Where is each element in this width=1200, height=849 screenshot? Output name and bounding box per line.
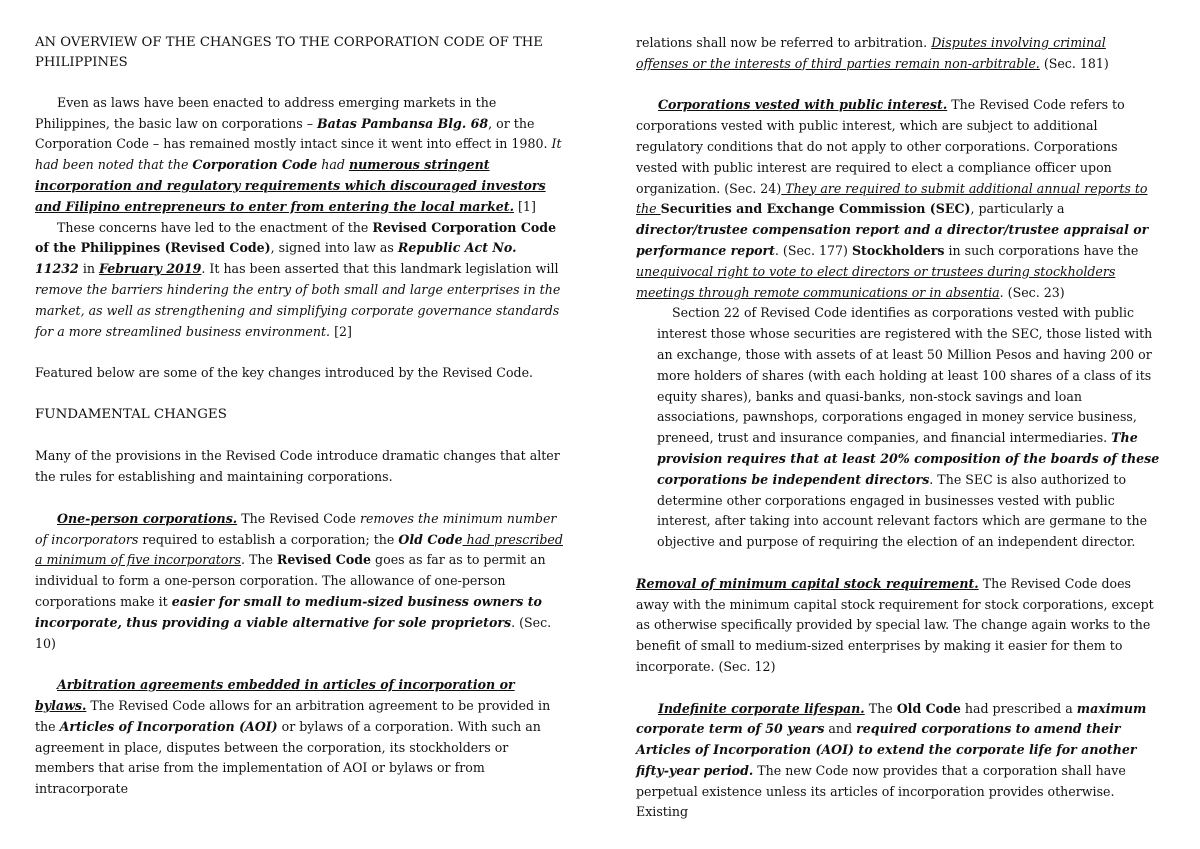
arbitration-paragraph: [35, 675, 563, 800]
pi-sec-name: Securities and Exchange Commission (SEC): [660, 201, 971, 217]
lifespan-paragraph: [636, 699, 1162, 824]
right-column: [636, 33, 1162, 823]
cs-text-b: The Revised Code does away with the minimum capital stock requirement for stock corporations, except as otherwise specifically provided by special law. The change again works to the benefit of small to medium-sized enterprises by making it easier for them to incorporate. (Sec. 12): [636, 575, 1154, 674]
footnote-ref-2: [2]: [330, 323, 352, 339]
lifespan-heading: Indefinite corporate lifespan.: [658, 700, 865, 716]
intro-text-f: had: [317, 157, 349, 173]
arbc-text-a: relations shall now be referred to arbitration.: [636, 35, 932, 50]
provisions-paragraph: Many of the provisions in the Revised Code introduce dramatic changes that alter the rules for establishing and maintaining corporations.: [35, 448, 560, 485]
arbc-section-ref: (Sec. 181): [1039, 55, 1109, 71]
arb-aoi: Articles of Incorporation (AOI): [59, 718, 278, 734]
rc-republic-act: Republic Act No. 11232: [35, 240, 517, 277]
section-heading: FUNDAMENTAL CHANGES: [35, 406, 227, 422]
intro-text-a: Even as laws have been enacted to address emerging markets in the Philippines, the basic law on corporations –: [35, 94, 497, 131]
ls-amend-requirement: required corporations to amend their Articles of Incorporation (AOI) to extend the corporate life for another fifty-year period.: [636, 721, 1137, 778]
arb-text-b: The Revised Code allows for an arbitration agreement to be provided in the: [35, 697, 551, 734]
pi-stockholders: Stockholders: [851, 242, 945, 258]
ls-text-d: had prescribed a: [960, 700, 1077, 716]
ls-text-h: The new Code now provides that a corporation shall have perpetual existence unless its articles of incorporation provides otherwise. Existing: [636, 762, 1126, 820]
one-person-heading: One-person corporations.: [57, 510, 238, 526]
arbitration-heading: Arbitration agreements embedded in articles of incorporation or bylaws.: [35, 677, 515, 713]
rc-text-a: These concerns have led to the enactment of the: [57, 219, 373, 235]
rc-text-g: . It has been asserted that this landmark legislation will: [201, 261, 559, 277]
revised-code-paragraph: [35, 218, 563, 343]
rc-text-c: , signed into law as: [270, 240, 398, 256]
pi-section-ref: . (Sec. 23): [999, 284, 1065, 300]
op-text-f: had prescribed a minimum of five incorporators: [35, 531, 563, 568]
rc-revised-code-name: Revised Corporation Code of the Philippines (Revised Code): [35, 219, 557, 256]
rc-date: February 2019: [98, 261, 202, 277]
ls-old-code: Old Code: [896, 700, 961, 716]
op-old-code: Old Code: [398, 531, 463, 547]
pi-text-b: The Revised Code refers to corporations vested with public interest, which are subject to additional regulatory conditions that do not apply to other corporations. Corporations vested with public interest are required to elect a compliance officer upon organization. (Sec. 24): [636, 97, 1125, 196]
arb-text-d: or bylaws of a corporation. With such an agreement in place, disputes between the corporation, its stockholders or members that arise from the implementation of AOI or bylaws or from intracorporate: [35, 718, 541, 797]
one-person-paragraph: [35, 509, 563, 655]
pi-text-i: in such corporations have the: [944, 242, 1139, 258]
op-text-c: removes the minimum number of incorporators: [35, 510, 557, 547]
op-benefit: easier for small to medium-sized business owners to incorporate, thus providing a viable alternative for sole proprietors: [35, 593, 542, 630]
document-title: AN OVERVIEW OF THE CHANGES TO THE CORPORATION CODE OF THE PHILIPPINES: [35, 35, 543, 70]
left-column: [35, 33, 563, 800]
op-text-g: . The: [240, 552, 277, 568]
rc-text-e: in: [78, 261, 99, 277]
footnote-ref-1: [1]: [514, 198, 536, 214]
pi-reports: director/trustee compensation report and a director/trustee appraisal or performance report: [636, 222, 1149, 258]
pi-text-g: . (Sec. 177): [774, 242, 852, 258]
ls-max-term: maximum corporate term of 50 years: [636, 700, 1147, 737]
op-text-b: The Revised Code: [237, 510, 360, 526]
intro-corporation-code: Corporation Code: [192, 157, 318, 173]
intro-bp68: Batas Pambansa Blg. 68: [317, 115, 489, 131]
rc-benefits: remove the barriers hindering the entry of both small and large enterprises in the market, as well as strengthening and simplifying corporate governance standards for a more streamlined business environment.: [35, 281, 561, 339]
op-text-i: goes as far as to permit an individual to form a one-person corporation. The allowance of one-person corporations make it: [35, 552, 546, 609]
intro-paragraph: [35, 93, 563, 218]
op-revised-code: Revised Code: [276, 552, 372, 568]
intro-stringent-requirements: numerous stringent incorporation and regulatory requirements which discouraged investors and Filipino entrepreneurs to enter from entering the local market.: [35, 157, 546, 214]
featured-paragraph: Featured below are some of the key changes introduced by the Revised Code.: [35, 365, 534, 381]
pi-text-c: They are required to submit additional annual reports to the: [636, 180, 1148, 217]
pi-right-to-vote: unequivocal right to vote to elect directors or trustees during stockholders meetings through remote communications or in absentia: [636, 263, 1116, 300]
intro-text-d: It had been noted that the: [35, 136, 562, 173]
capital-stock-paragraph: [636, 574, 1162, 678]
ls-text-f: and: [824, 721, 857, 737]
intro-text-c: , or the Corporation Code – has remained mostly intact since it went into effect in 1980.: [35, 115, 552, 152]
s22-independent-directors: The provision requires that at least 20% composition of the boards of these corporations be independent directors: [657, 430, 1160, 487]
public-interest-heading: Corporations vested with public interest.: [658, 97, 948, 113]
op-section-ref: . (Sec. 10): [35, 614, 552, 651]
s22-text-a: Section 22 of Revised Code identifies as corporations vested with public interest those whose securities are registered with the SEC, those listed with an exchange, those with assets of at least 50 Million Pesos and having 200 or more holders of shares (with each holding at least 100 shares of a class of its equity shares), banks and quasi-banks, non-stock savings and loan associations, pawnshops, corporations engaged in money service business, preneed, trust and insurance companies, and financial intermediaries.: [657, 305, 1153, 446]
op-text-d: required to establish a corporation; the: [138, 531, 399, 547]
s22-text-c: . The SEC is also authorized to determine other corporations engaged in businesses vested with public interest, after taking into account relevant factors which are germane to the objective and purpose of requiring the election of an independent director.: [657, 471, 1148, 550]
capital-stock-heading: Removal of minimum capital stock requirement.: [636, 575, 979, 591]
arbitration-continued-paragraph: [636, 33, 1162, 75]
pi-text-e: , particularly a: [970, 201, 1065, 217]
section-22-paragraph: [636, 303, 1162, 553]
ls-text-b: The: [864, 700, 897, 716]
public-interest-paragraph: [636, 95, 1162, 303]
arbc-non-arbitrable: Disputes involving criminal offenses or the interests of third parties remain non-arbitrable.: [636, 35, 1106, 71]
